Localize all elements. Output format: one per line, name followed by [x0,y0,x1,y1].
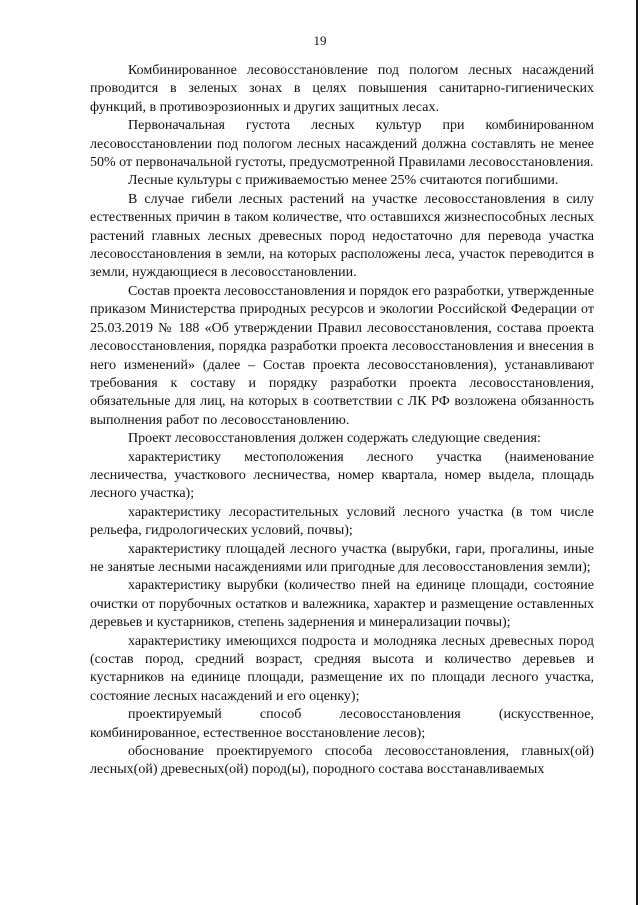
paragraph: Первоначальная густота лесных культур при комбинированном лесовосстановлении под пологом лесных насаждений должна составлять не менее 50% от первоначальной густоты, предусмотренной Правилами лесовосстановления. [90,118,594,171]
paragraph: Лесные культуры с приживаемостью менее 25% считаются погибшими. [128,173,559,189]
paragraph: Проект лесовосстановления должен содержать следующие сведения: [128,431,541,447]
list-item: характеристику местоположения лесного участка (наименование лесничества, участкового лесничества, номер квартала, номер выдела, площадь лесного участка); [90,449,594,502]
document-body [90,62,594,780]
paragraph: Состав проекта лесовосстановления и порядок его разработки, утвержденные приказом Министерства природных ресурсов и экологии Российской Федерации от 25.03.2019 № 188 «Об утверждении Правил лесовосстановления, состава проекта лесовосстановления, порядка разработки проекта лесовосстановления и внесения в него изменений» (далее – Состав проекта лесовосстановления), устанавливают требования к составу и порядку разработки проекта лесовосстановления, обязательные для лиц, на которых в соответствии с ЛК РФ возложена обязанность выполнения работ по лесовосстановлению. [90,283,594,428]
scan-edge-line [636,0,638,905]
paragraph: В случае гибели лесных растений на участке лесовосстановления в силу естественных причин в таком количестве, что оставшихся жизнеспособных лесных растений главных лесных древесных пород недостаточно для перевода участка лесовосстановления в земли, на которых расположены леса, участок переводится в земли, нуждающиеся в лесовосстановлении. [90,191,594,281]
list-item: характеристику площадей лесного участка (вырубки, гари, прогалины, иные не занятые лесными насаждениями или пригодные для лесовосстановления земли); [90,541,594,575]
list-item: характеристику лесорастительных условий лесного участка (в том числе рельефа, гидрологических условий, почвы); [90,504,594,539]
list-item: обоснование проектируемого способа лесовосстановления, главных(ой) лесных(ой) древесных(ой) пород(ы), породного состава восстанавливаемых [90,744,594,778]
list-item: проектируемый способ лесовосстановления (искусственное, комбинированное, естественное восстановление лесов); [90,707,594,741]
list-item: характеристику имеющихся подроста и молодняка лесных древесных пород (состав пород, средний возраст, средняя высота и количество деревьев и кустарников на единице площади, размещение их по площади лесного участка, состояние лесных насаждений и его оценку); [90,633,594,704]
list-item: характеристику вырубки (количество пней на единице площади, состояние очистки от порубочных остатков и валежника, характер и размещение оставленных деревьев и кустарников, степень задернения и минерализации почвы); [90,578,594,631]
page-number: 19 [313,33,327,48]
paragraph: Комбинированное лесовосстановление под пологом лесных насаждений проводится в зеленых зонах в целях повышения санитарно-гигиенических функций, в противоэрозионных и других защитных лесах. [90,63,594,115]
